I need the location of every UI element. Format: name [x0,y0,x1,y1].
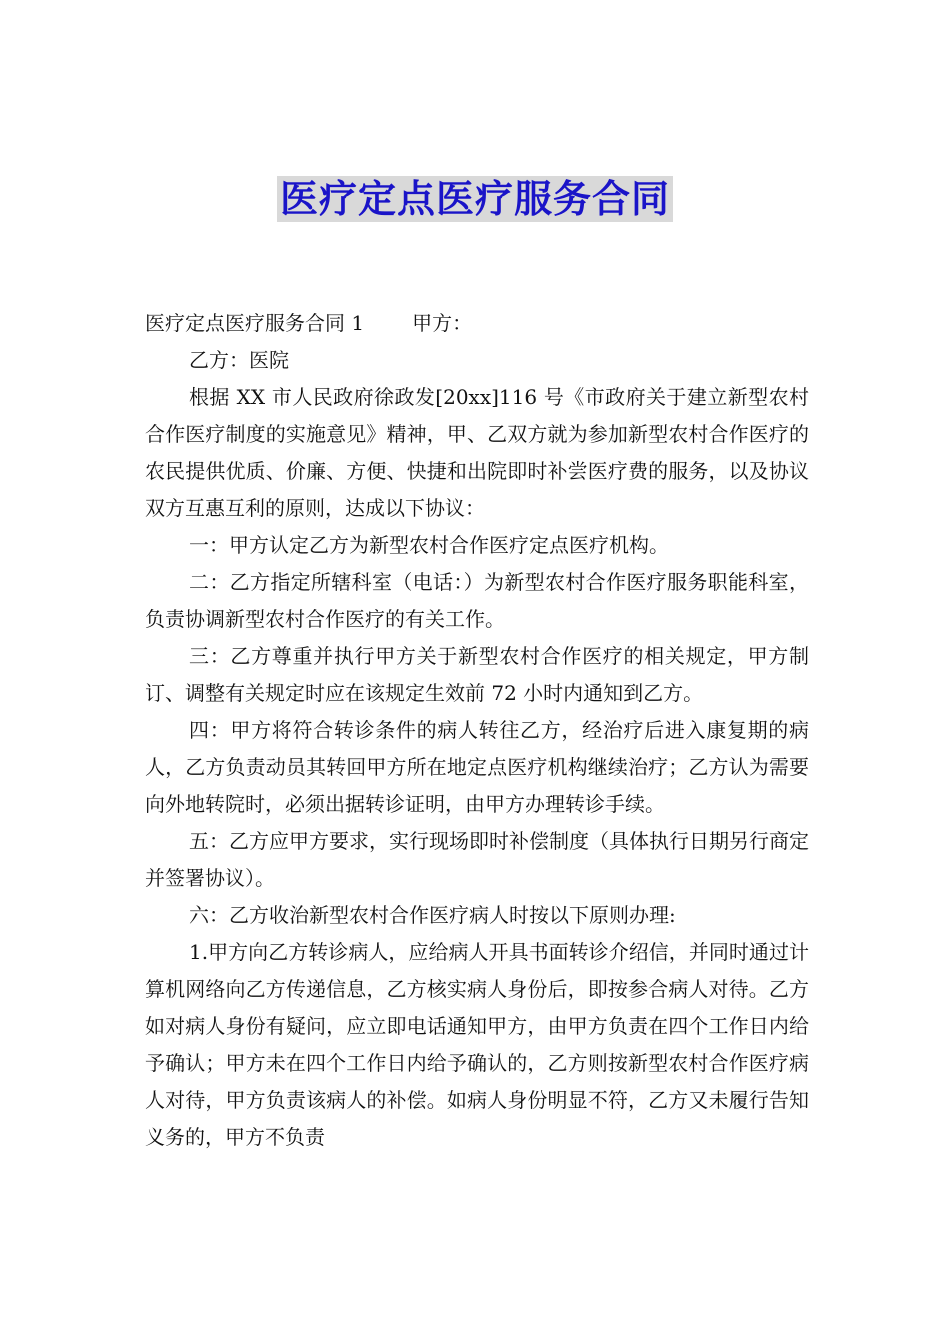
clause-3: 三：乙方尊重并执行甲方关于新型农村合作医疗的相关规定，甲方制订、调整有关规定时应在该规定生效前 72 小时内通知到乙方。 [145,644,809,705]
clause-1: 一：甲方认定乙方为新型农村合作医疗定点医疗机构。 [189,533,669,557]
title-block [0,176,950,222]
clause-6-item-1: 1.甲方向乙方转诊病人，应给病人开具书面转诊介绍信，并同时通过计算机网络向乙方传递信息，乙方核实病人身份后，即按参合病人对待。乙方如对病人身份有疑问，应立即电话通知甲方，由甲方负责在四个工作日内给予确认；甲方未在四个工作日内给予确认的，乙方则按新型农村合作医疗病人对待，甲方负责该病人的补偿。如病人身份明显不符，乙方又未履行告知义务的，甲方不负责 [145,940,809,1149]
paragraph-party-b: 乙方：医院 [189,348,289,372]
contract-heading: 医疗定点医疗服务合同 1 [145,311,365,335]
document-body [145,305,809,1156]
party-a-label: 甲方： [412,311,473,335]
clause-6: 六：乙方收治新型农村合作医疗病人时按以下原则办理: [189,903,676,927]
clause-5: 五：乙方应甲方要求，实行现场即时补偿制度（具体执行日期另行商定并签署协议）。 [145,829,809,890]
document-title: 医疗定点医疗服务合同 [277,176,673,222]
heading-line [145,305,809,342]
clause-4: 四：甲方将符合转诊条件的病人转往乙方，经治疗后进入康复期的病人，乙方负责动员其转回甲方所在地定点医疗机构继续治疗；乙方认为需要向外地转院时，必须出据转诊证明，由甲方办理转诊手续。 [145,718,809,816]
clause-2: 二：乙方指定所辖科室（电话：）为新型农村合作医疗服务职能科室，负责协调新型农村合作医疗的有关工作。 [145,570,809,631]
paragraph-preamble: 根据 XX 市人民政府徐政发[20xx]116 号《市政府关于建立新型农村合作医疗制度的实施意见》精神，甲、乙双方就为参加新型农村合作医疗的农民提供优质、价廉、方便、快捷和出院即时补尝医疗费的服务，以及协议双方互惠互利的原则，达成以下协议： [145,385,809,520]
